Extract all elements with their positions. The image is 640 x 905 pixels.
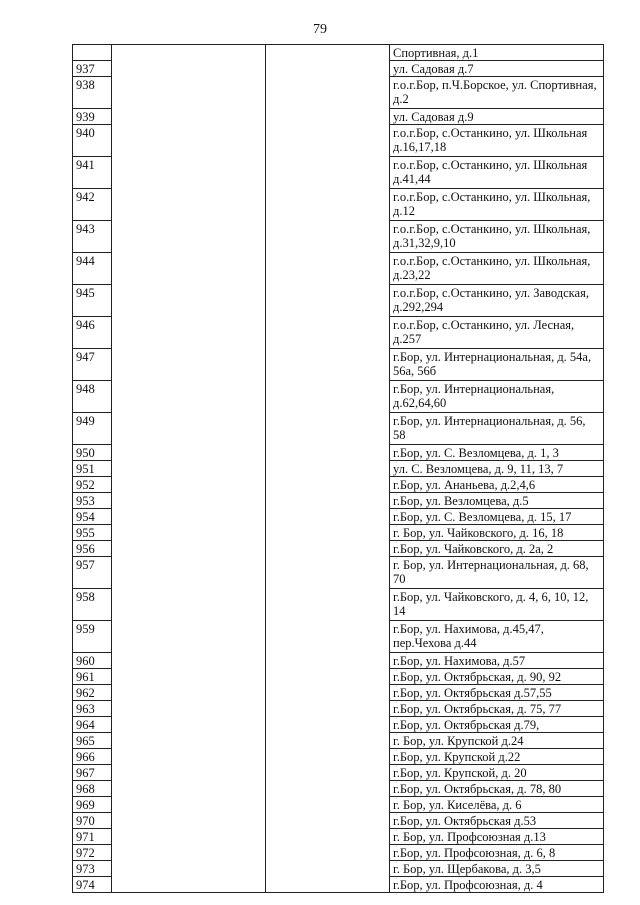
row-number: 950 bbox=[73, 445, 112, 461]
row-number: 954 bbox=[73, 509, 112, 525]
address-cell: г.о.г.Бор, п.Ч.Борское, ул. Спортивная, д.2 bbox=[390, 77, 604, 109]
empty-cell bbox=[112, 877, 266, 893]
address-table-body bbox=[73, 45, 604, 893]
empty-cell bbox=[266, 77, 390, 109]
table-row bbox=[73, 413, 604, 445]
row-number: 972 bbox=[73, 845, 112, 861]
address-cell: г. Бор, ул. Профсоюзная д.13 bbox=[390, 829, 604, 845]
address-cell: г.Бор, ул. Ананьева, д.2,4,6 bbox=[390, 477, 604, 493]
empty-cell bbox=[112, 61, 266, 77]
empty-cell bbox=[266, 509, 390, 525]
table-row bbox=[73, 317, 604, 349]
empty-cell bbox=[112, 749, 266, 765]
empty-cell bbox=[266, 253, 390, 285]
row-number: 940 bbox=[73, 125, 112, 157]
empty-cell bbox=[266, 477, 390, 493]
empty-cell bbox=[112, 285, 266, 317]
empty-cell bbox=[266, 61, 390, 77]
empty-cell bbox=[266, 717, 390, 733]
address-cell: г.Бор, ул. С. Везломцева, д. 1, 3 bbox=[390, 445, 604, 461]
address-cell: г.Бор, ул. Профсоюзная, д. 6, 8 bbox=[390, 845, 604, 861]
empty-cell bbox=[266, 317, 390, 349]
address-cell: г.Бор, ул. Профсоюзная, д. 4 bbox=[390, 877, 604, 893]
empty-cell bbox=[266, 589, 390, 621]
empty-cell bbox=[266, 221, 390, 253]
empty-cell bbox=[112, 445, 266, 461]
row-number: 956 bbox=[73, 541, 112, 557]
empty-cell bbox=[112, 797, 266, 813]
empty-cell bbox=[112, 861, 266, 877]
address-cell: г.о.г.Бор, с.Останкино, ул. Лесная, д.257 bbox=[390, 317, 604, 349]
empty-cell bbox=[266, 125, 390, 157]
row-number: 938 bbox=[73, 77, 112, 109]
table-row bbox=[73, 109, 604, 125]
empty-cell bbox=[266, 189, 390, 221]
table-row bbox=[73, 813, 604, 829]
row-number: 961 bbox=[73, 669, 112, 685]
empty-cell bbox=[112, 317, 266, 349]
address-cell: г.о.г.Бор, с.Останкино, ул. Школьная, д.12 bbox=[390, 189, 604, 221]
table-row bbox=[73, 621, 604, 653]
table-row bbox=[73, 253, 604, 285]
address-cell: г.Бор, ул. Везломцева, д.5 bbox=[390, 493, 604, 509]
table-row bbox=[73, 845, 604, 861]
table-row bbox=[73, 669, 604, 685]
empty-cell bbox=[266, 445, 390, 461]
row-number: 946 bbox=[73, 317, 112, 349]
empty-cell bbox=[266, 733, 390, 749]
empty-cell bbox=[112, 845, 266, 861]
table-row bbox=[73, 557, 604, 589]
row-number: 942 bbox=[73, 189, 112, 221]
table-row bbox=[73, 381, 604, 413]
empty-cell bbox=[266, 701, 390, 717]
row-number: 970 bbox=[73, 813, 112, 829]
empty-cell bbox=[112, 717, 266, 733]
empty-cell bbox=[266, 381, 390, 413]
address-cell: г. Бор, ул. Крупской д.24 bbox=[390, 733, 604, 749]
empty-cell bbox=[266, 109, 390, 125]
table-row bbox=[73, 77, 604, 109]
row-number: 959 bbox=[73, 621, 112, 653]
empty-cell bbox=[112, 829, 266, 845]
empty-cell bbox=[266, 861, 390, 877]
row-number: 951 bbox=[73, 461, 112, 477]
empty-cell bbox=[266, 685, 390, 701]
table-row bbox=[73, 653, 604, 669]
empty-cell bbox=[266, 845, 390, 861]
row-number: 957 bbox=[73, 557, 112, 589]
address-cell: г.Бор, ул. Интернациональная, д. 54а, 56а, 56б bbox=[390, 349, 604, 381]
empty-cell bbox=[266, 813, 390, 829]
address-cell: г.о.г.Бор, с.Останкино, ул. Школьная, д.23,22 bbox=[390, 253, 604, 285]
empty-cell bbox=[112, 253, 266, 285]
row-number: 964 bbox=[73, 717, 112, 733]
row-number: 953 bbox=[73, 493, 112, 509]
address-cell: г.Бор, ул. Октябрьская д.53 bbox=[390, 813, 604, 829]
row-number bbox=[73, 45, 112, 61]
row-number: 962 bbox=[73, 685, 112, 701]
empty-cell bbox=[266, 557, 390, 589]
table-row bbox=[73, 525, 604, 541]
address-cell: ул. Садовая д.7 bbox=[390, 61, 604, 77]
address-cell: г.Бор, ул. Октябрьская д.79, bbox=[390, 717, 604, 733]
address-cell: г.о.г.Бор, с.Останкино, ул. Заводская, д.292,294 bbox=[390, 285, 604, 317]
row-number: 947 bbox=[73, 349, 112, 381]
empty-cell bbox=[112, 221, 266, 253]
empty-cell bbox=[112, 477, 266, 493]
address-cell: г. Бор, ул. Интернациональная, д. 68, 70 bbox=[390, 557, 604, 589]
table-row bbox=[73, 733, 604, 749]
row-number: 939 bbox=[73, 109, 112, 125]
empty-cell bbox=[112, 621, 266, 653]
empty-cell bbox=[112, 157, 266, 189]
address-cell: г.Бор, ул. Крупской д.22 bbox=[390, 749, 604, 765]
empty-cell bbox=[266, 45, 390, 61]
empty-cell bbox=[112, 413, 266, 445]
table-row bbox=[73, 749, 604, 765]
address-cell: г.о.г.Бор, с.Останкино, ул. Школьная д.41,44 bbox=[390, 157, 604, 189]
table-row bbox=[73, 189, 604, 221]
empty-cell bbox=[112, 813, 266, 829]
row-number: 963 bbox=[73, 701, 112, 717]
table-row bbox=[73, 685, 604, 701]
row-number: 965 bbox=[73, 733, 112, 749]
table-row bbox=[73, 861, 604, 877]
empty-cell bbox=[266, 413, 390, 445]
row-number: 958 bbox=[73, 589, 112, 621]
address-cell: г.Бор, ул. Интернациональная, д.62,64,60 bbox=[390, 381, 604, 413]
empty-cell bbox=[112, 45, 266, 61]
address-cell: г. Бор, ул. Щербакова, д. 3,5 bbox=[390, 861, 604, 877]
empty-cell bbox=[112, 653, 266, 669]
empty-cell bbox=[112, 109, 266, 125]
empty-cell bbox=[112, 461, 266, 477]
address-cell: ул. Садовая д.9 bbox=[390, 109, 604, 125]
table-row bbox=[73, 285, 604, 317]
empty-cell bbox=[112, 765, 266, 781]
table-row bbox=[73, 829, 604, 845]
empty-cell bbox=[112, 701, 266, 717]
empty-cell bbox=[266, 461, 390, 477]
table-row bbox=[73, 445, 604, 461]
table-row bbox=[73, 717, 604, 733]
address-cell: г.Бор, ул. Октябрьская, д. 78, 80 bbox=[390, 781, 604, 797]
empty-cell bbox=[112, 733, 266, 749]
empty-cell bbox=[112, 589, 266, 621]
row-number: 955 bbox=[73, 525, 112, 541]
empty-cell bbox=[112, 381, 266, 413]
address-cell: г.Бор, ул. Чайковского, д. 4, 6, 10, 12, 14 bbox=[390, 589, 604, 621]
address-cell: г.Бор, ул. Крупской, д. 20 bbox=[390, 765, 604, 781]
table-row bbox=[73, 349, 604, 381]
table-row bbox=[73, 541, 604, 557]
empty-cell bbox=[266, 797, 390, 813]
address-cell: г.Бор, ул. Чайковского, д. 2а, 2 bbox=[390, 541, 604, 557]
empty-cell bbox=[112, 493, 266, 509]
table-row bbox=[73, 701, 604, 717]
row-number: 973 bbox=[73, 861, 112, 877]
address-cell: Спортивная, д.1 bbox=[390, 45, 604, 61]
table-row bbox=[73, 877, 604, 893]
table-row bbox=[73, 61, 604, 77]
empty-cell bbox=[266, 669, 390, 685]
table-row bbox=[73, 157, 604, 189]
empty-cell bbox=[112, 125, 266, 157]
row-number: 944 bbox=[73, 253, 112, 285]
table-row bbox=[73, 765, 604, 781]
row-number: 948 bbox=[73, 381, 112, 413]
empty-cell bbox=[112, 541, 266, 557]
table-row bbox=[73, 589, 604, 621]
row-number: 971 bbox=[73, 829, 112, 845]
row-number: 968 bbox=[73, 781, 112, 797]
address-cell: ул. С. Везломцева, д. 9, 11, 13, 7 bbox=[390, 461, 604, 477]
empty-cell bbox=[266, 285, 390, 317]
address-table bbox=[72, 44, 604, 893]
row-number: 952 bbox=[73, 477, 112, 493]
empty-cell bbox=[266, 525, 390, 541]
address-cell: г.Бор, ул. Октябрьская, д. 75, 77 bbox=[390, 701, 604, 717]
empty-cell bbox=[112, 781, 266, 797]
table-row bbox=[73, 125, 604, 157]
page-number: 79 bbox=[313, 22, 327, 37]
address-cell: г. Бор, ул. Чайковского, д. 16, 18 bbox=[390, 525, 604, 541]
empty-cell bbox=[112, 509, 266, 525]
empty-cell bbox=[112, 349, 266, 381]
empty-cell bbox=[112, 669, 266, 685]
table-row bbox=[73, 781, 604, 797]
row-number: 945 bbox=[73, 285, 112, 317]
row-number: 969 bbox=[73, 797, 112, 813]
table-row bbox=[73, 477, 604, 493]
empty-cell bbox=[112, 77, 266, 109]
row-number: 949 bbox=[73, 413, 112, 445]
empty-cell bbox=[112, 189, 266, 221]
address-cell: г.Бор, ул. С. Везломцева, д. 15, 17 bbox=[390, 509, 604, 525]
empty-cell bbox=[266, 621, 390, 653]
row-number: 960 bbox=[73, 653, 112, 669]
table-row bbox=[73, 45, 604, 61]
empty-cell bbox=[112, 525, 266, 541]
empty-cell bbox=[112, 685, 266, 701]
empty-cell bbox=[112, 557, 266, 589]
row-number: 943 bbox=[73, 221, 112, 253]
address-cell: г.Бор, ул. Нахимова, д.45,47, пер.Чехова д.44 bbox=[390, 621, 604, 653]
row-number: 941 bbox=[73, 157, 112, 189]
address-cell: г.Бор, ул. Нахимова, д.57 bbox=[390, 653, 604, 669]
table-row bbox=[73, 493, 604, 509]
empty-cell bbox=[266, 749, 390, 765]
address-cell: г. Бор, ул. Киселёва, д. 6 bbox=[390, 797, 604, 813]
row-number: 974 bbox=[73, 877, 112, 893]
empty-cell bbox=[266, 493, 390, 509]
address-cell: г.Бор, ул. Октябрьская д.57,55 bbox=[390, 685, 604, 701]
address-cell: г.о.г.Бор, с.Останкино, ул. Школьная д.16,17,18 bbox=[390, 125, 604, 157]
empty-cell bbox=[266, 781, 390, 797]
row-number: 967 bbox=[73, 765, 112, 781]
address-cell: г.о.г.Бор, с.Останкино, ул. Школьная, д.31,32,9,10 bbox=[390, 221, 604, 253]
empty-cell bbox=[266, 877, 390, 893]
empty-cell bbox=[266, 829, 390, 845]
empty-cell bbox=[266, 541, 390, 557]
row-number: 966 bbox=[73, 749, 112, 765]
table-row bbox=[73, 461, 604, 477]
table-row bbox=[73, 797, 604, 813]
empty-cell bbox=[266, 653, 390, 669]
table-row bbox=[73, 221, 604, 253]
empty-cell bbox=[266, 349, 390, 381]
empty-cell bbox=[266, 157, 390, 189]
address-cell: г.Бор, ул. Интернациональная, д. 56, 58 bbox=[390, 413, 604, 445]
empty-cell bbox=[266, 765, 390, 781]
table-row bbox=[73, 509, 604, 525]
row-number: 937 bbox=[73, 61, 112, 77]
address-cell: г.Бор, ул. Октябрьская, д. 90, 92 bbox=[390, 669, 604, 685]
